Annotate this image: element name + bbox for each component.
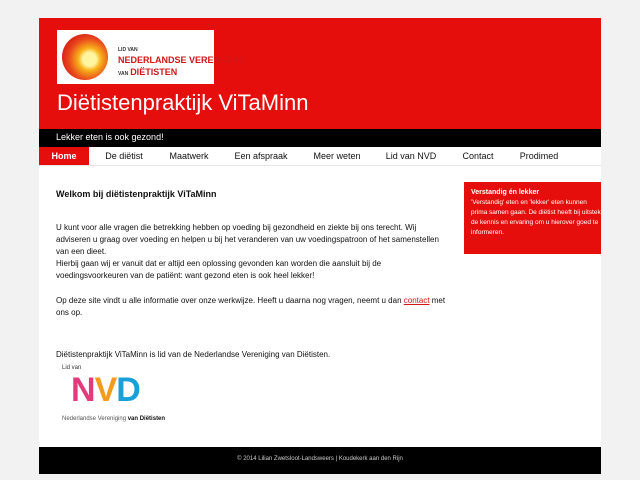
- nvd-letter-d: D: [116, 371, 140, 409]
- nav-item-prodimed[interactable]: Prodimed: [519, 151, 559, 161]
- logo-lid-van: LID VAN: [118, 47, 138, 53]
- main-content: [56, 188, 446, 361]
- nav-item-contact[interactable]: Contact: [462, 151, 494, 161]
- site-footer: [39, 447, 601, 474]
- footer-text: © 2014 Lilian Zwetsloot-Landsweers | Koudekerk aan den Rijn: [237, 456, 403, 462]
- tagline-bar: [39, 129, 601, 147]
- site-header: [39, 18, 601, 129]
- info-text-before: Op deze site vindt u alle informatie over onze werkwijze. Heeft u daarna nog vragen, neemt u dan: [56, 296, 404, 305]
- nvd-sub-bold: van Diëtisten: [127, 416, 166, 422]
- info-text-after: met ons op.: [56, 296, 446, 317]
- info-sidebox: [464, 182, 601, 254]
- nvd-letter-v: V: [94, 371, 117, 409]
- nav-item-lid-van-nvd[interactable]: Lid van NVD: [385, 151, 437, 161]
- nav-item-een-afspraak[interactable]: Een afspraak: [234, 151, 288, 161]
- logo-dietisten: DIËTISTEN: [130, 67, 178, 77]
- nvd-subtitle: [62, 416, 165, 422]
- nvd-letter-n: N: [71, 371, 95, 409]
- nav-item-meer-weten[interactable]: Meer weten: [313, 151, 361, 161]
- nvd-member-logo: [57, 30, 246, 84]
- sidebox-title: Verstandig én lekker: [471, 189, 540, 196]
- intro-paragraph: U kunt voor alle vragen die betrekking hebben op voeding bij gezondheid en ziekte bij ons terecht. Wij adviseren u graag over voeding en helpen u bij het veranderen van uw voedingspatroon of het samenstellen van een dieet.: [56, 223, 439, 256]
- nav-item-de-dietist[interactable]: De diëtist: [105, 151, 143, 161]
- tagline: Lekker eten is ook gezond!: [56, 132, 164, 142]
- contact-link[interactable]: contact: [403, 296, 430, 305]
- logo-circle-icon: [62, 34, 108, 80]
- approach-paragraph: Hierbij gaan wij er vanuit dat er altijd een oplossing gevonden kan worden die aansluit bij de voedingsvoorkeuren van de patiënt: want gezond eten is ook heel lekker!: [56, 259, 382, 280]
- membership-paragraph: Diëtistenpraktijk ViTaMinn is lid van de Nederlandse Vereniging van Diëtisten.: [56, 350, 331, 359]
- nav-item-home[interactable]: Home: [39, 147, 89, 165]
- logo-van: VAN: [118, 71, 129, 77]
- info-paragraph: [56, 295, 446, 319]
- sidebox-text: 'Verstandig' eten en 'lekker' eten kunnen prima samen gaan. De diëtist heeft bij uitstek de kennis en ervaring om u hierover goed te informeren.: [471, 199, 601, 236]
- page-heading: Welkom bij diëtistenpraktijk ViTaMinn: [56, 189, 217, 199]
- nvd-logo[interactable]: [58, 365, 182, 423]
- nav-item-maatwerk[interactable]: Maatwerk: [169, 151, 209, 161]
- logo-line1: NEDERLANDSE VERENIGING: [118, 55, 246, 65]
- nvd-mark: [71, 371, 140, 409]
- nvd-sub-text: Nederlandse Vereniging: [62, 416, 127, 422]
- site-title: Diëtistenpraktijk ViTaMinn: [57, 90, 309, 115]
- main-nav: [39, 147, 601, 166]
- page-container: [39, 18, 601, 474]
- nvd-lid-van: Lid van: [62, 365, 82, 371]
- logo-line2: [118, 67, 177, 77]
